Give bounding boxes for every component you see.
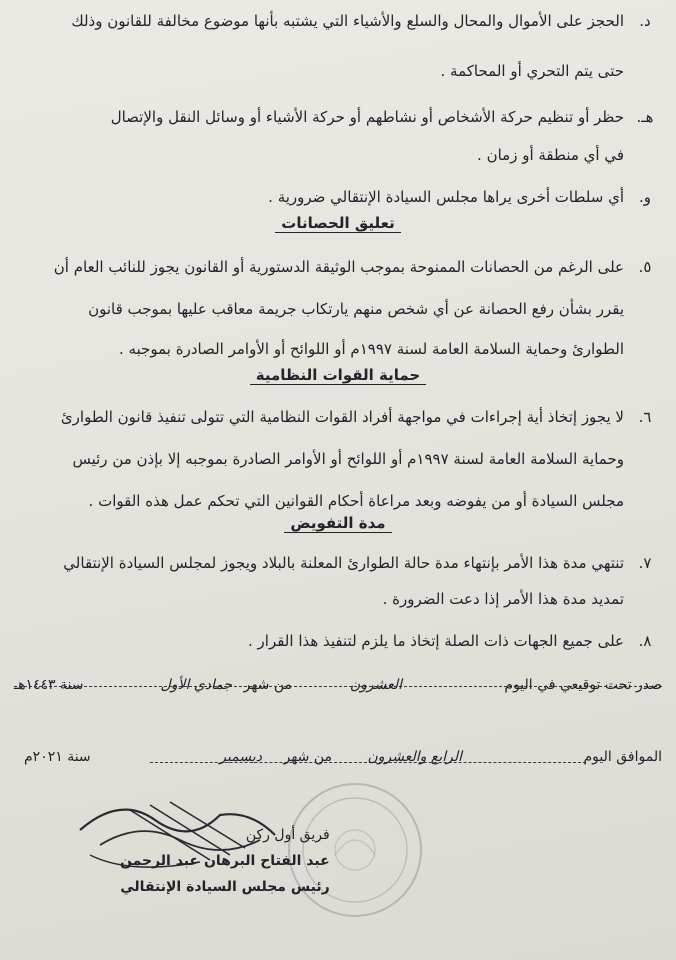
clause-text: وحماية السلامة العامة لسنة ١٩٩٧م أو اللوائح أو الأوامر الصادرة بموجبه إلا بإذن من رئيس xyxy=(72,450,624,468)
clause-text: تمديد مدة هذا الأمر إذا دعت الضرورة . xyxy=(382,590,624,608)
item-marker: هـ. xyxy=(636,108,654,126)
section-heading: حماية القوات النظامية xyxy=(0,366,676,384)
item-text: في أي منطقة أو زمان . xyxy=(477,146,624,164)
item-text: حتى يتم التحري أو المحاكمة . xyxy=(440,62,624,80)
item-text: أي سلطات أخرى يراها مجلس السيادة الإنتقالي ضرورية . xyxy=(268,188,624,206)
issue-year: سنة ١٤٤٣هـ xyxy=(14,677,84,693)
signatory-rank: فريق أول ركن xyxy=(245,827,330,843)
section-heading: مدة التفويض xyxy=(0,514,676,532)
clause-text: على الرغم من الحصانات الممنوحة بموجب الوثيقة الدستورية أو القانون يجوز للنائب العام أن xyxy=(53,258,624,276)
clause-number: ٧. xyxy=(638,554,652,572)
item-text: حظر أو تنظيم حركة الأشخاص أو نشاطهم أو حركة الأشياء أو وسائل النقل والإتصال xyxy=(110,108,624,126)
item-text: الحجز على الأموال والمحال والسلع والأشياء التي يشتبه بأنها موضوع مخالفة للقانون وذلك xyxy=(71,12,624,30)
clause-text: لا يجوز إتخاذ أية إجراءات في مواجهة أفراد القوات النظامية التي تتولى تنفيذ قانون الطوارئ xyxy=(60,408,624,426)
corresponding-mid: من شهر xyxy=(283,749,332,765)
clause-text: الطوارئ وحماية السلامة العامة لسنة ١٩٩٧م أو اللوائح أو الأوامر الصادرة بموجبه . xyxy=(119,340,624,358)
clause-text: يقرر بشأن رفع الحصانة عن أي شخص منهم يارتكاب جريمة معاقب عليها بموجب قانون xyxy=(88,300,624,318)
issue-prefix: صدر تحت توقيعي في اليوم xyxy=(504,677,662,693)
item-marker: و. xyxy=(638,188,651,206)
section-heading: تعليق الحصانات xyxy=(0,214,676,232)
corresponding-month: ديسمبر xyxy=(219,749,262,765)
signatory-name: عبد الفتاح البرهان عبد الرحمن xyxy=(120,853,330,869)
corresponding-day: الرابع والعشرون xyxy=(367,749,462,765)
issue-mid: من شهر xyxy=(243,677,292,693)
issue-month: جمادي الأول xyxy=(160,677,232,693)
issue-day: العشرون xyxy=(349,677,402,693)
signatory-title: رئيس مجلس السيادة الإنتقالي xyxy=(120,879,330,895)
clause-text: تنتهي مدة هذا الأمر بإنتهاء مدة حالة الطوارئ المعلنة بالبلاد ويجوز لمجلس السيادة الإنتقالي xyxy=(63,554,624,572)
signatory-block xyxy=(120,822,330,900)
item-marker: د. xyxy=(639,12,651,30)
clause-number: ٥. xyxy=(638,258,652,276)
clause-number: ٦. xyxy=(638,408,652,426)
corresponding-prefix: الموافق اليوم xyxy=(583,749,662,765)
clause-text: على جميع الجهات ذات الصلة إتخاذ ما يلزم لتنفيذ هذا القرار . xyxy=(248,632,624,650)
clause-number: ٨. xyxy=(638,632,652,650)
clause-text: مجلس السيادة أو من يفوضه وبعد مراعاة أحكام القوانين التي تحكم عمل هذه القوات . xyxy=(88,492,624,510)
corresponding-year: سنة ٢٠٢١م xyxy=(24,749,91,765)
